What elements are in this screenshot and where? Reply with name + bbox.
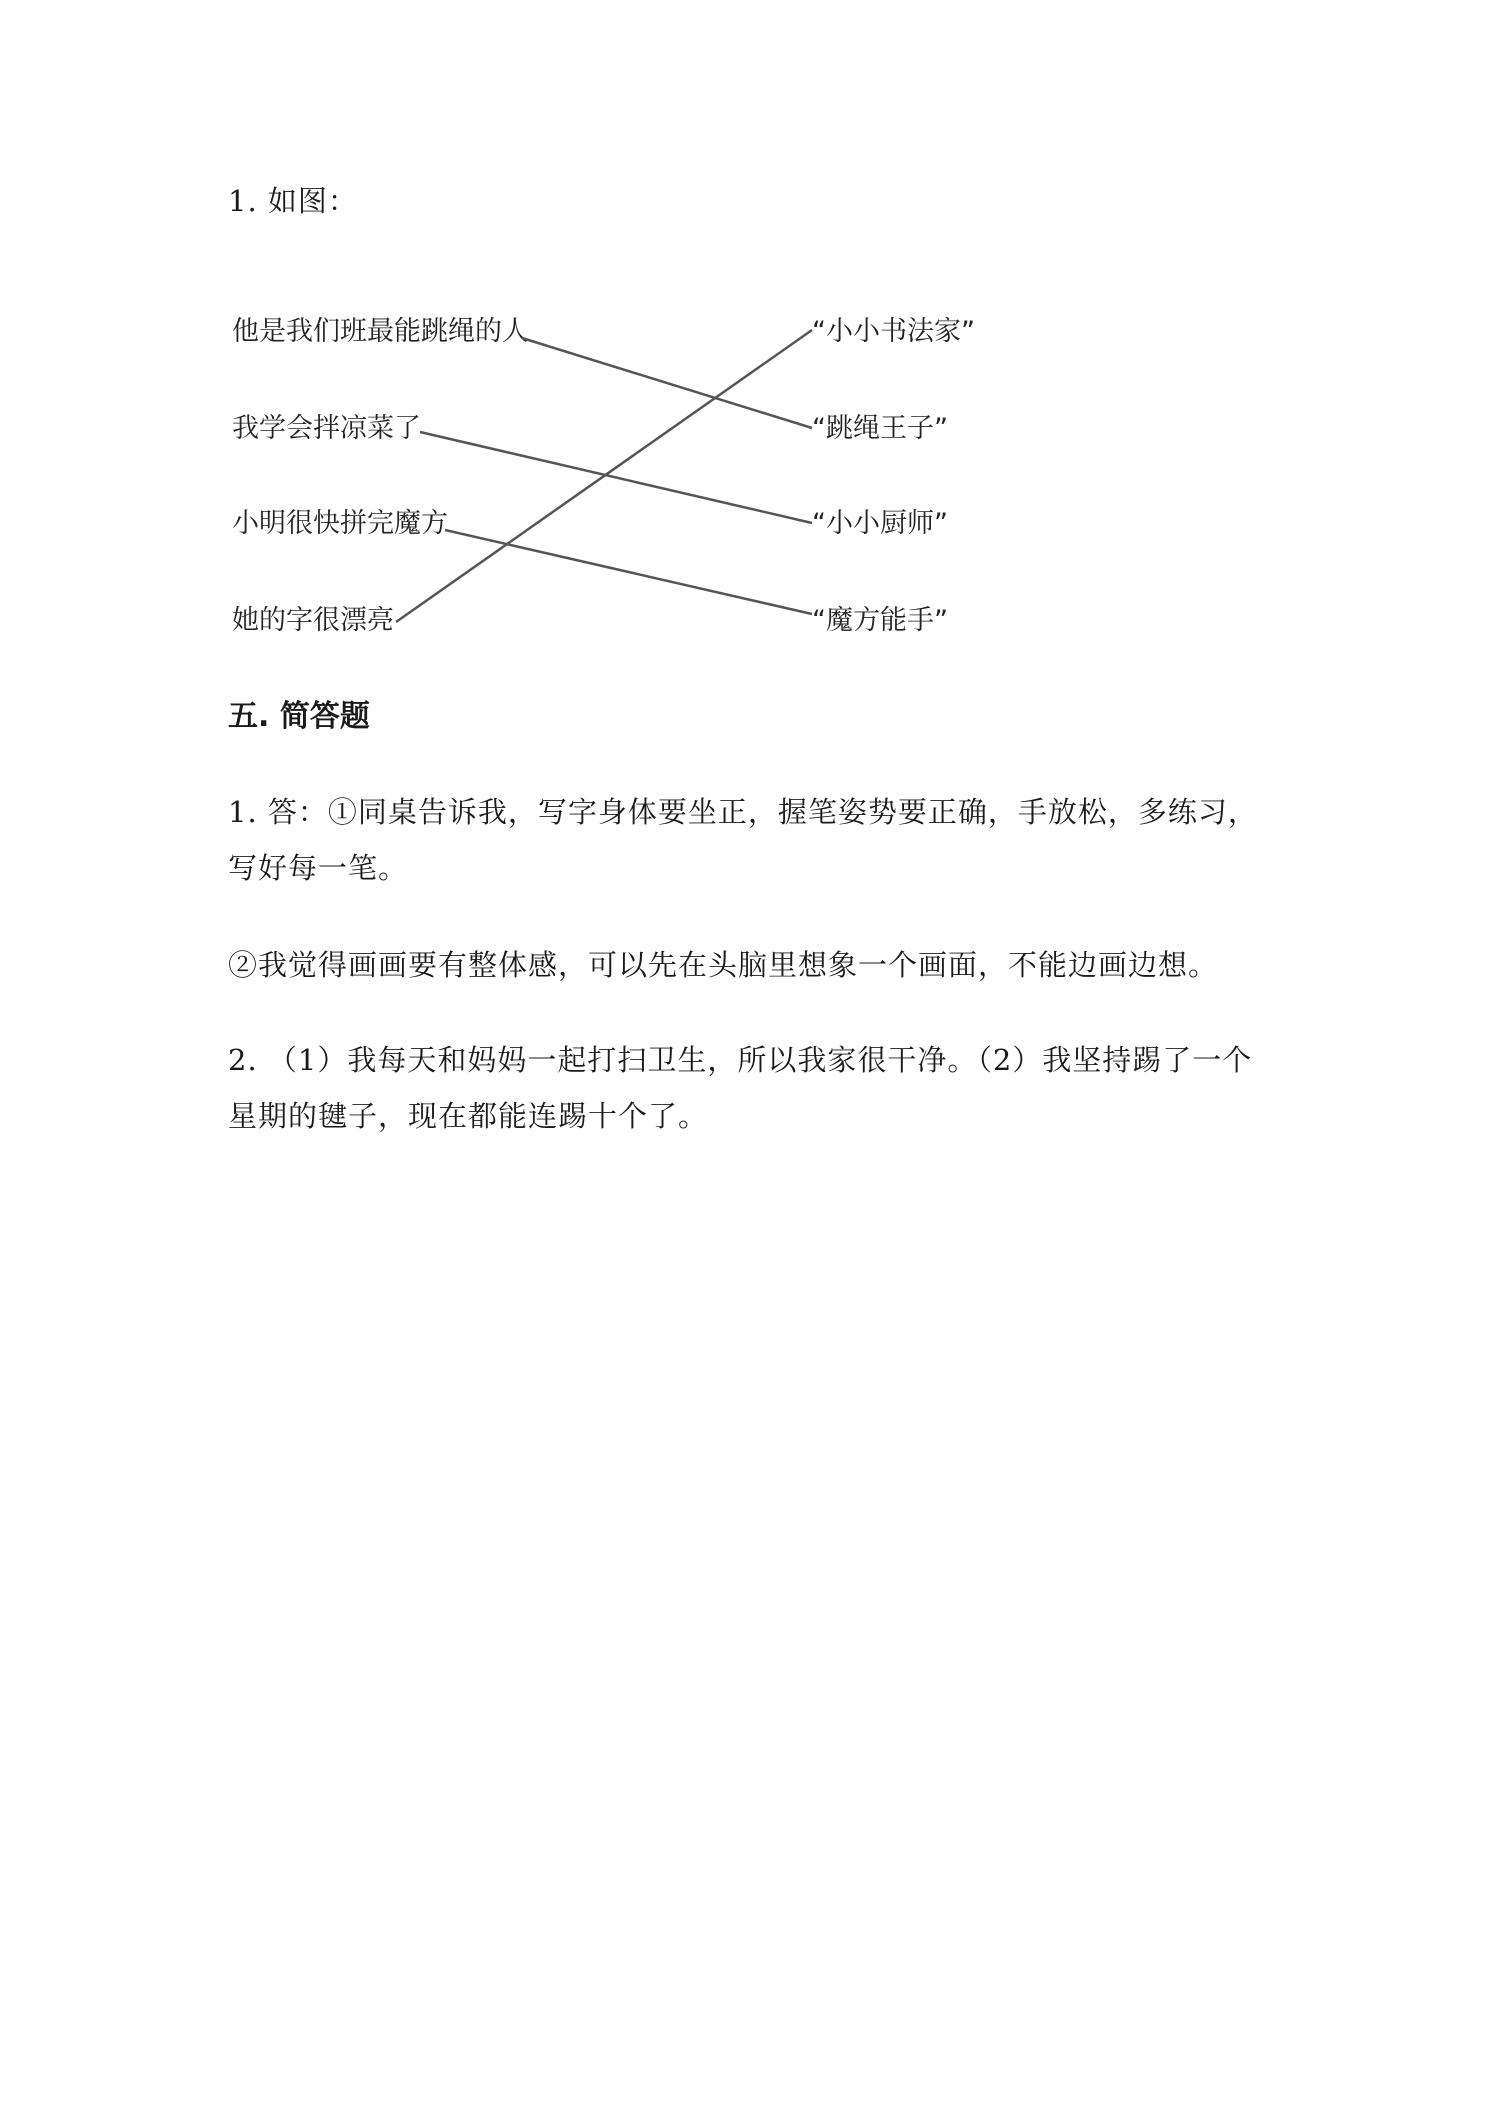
left-item-handwriting: 她的字很漂亮: [232, 605, 394, 636]
match-line-handwriting: [396, 330, 812, 622]
answer1-line2: 写好每一笔。: [228, 851, 409, 885]
right-item-cube-master: “魔方能手”: [812, 605, 948, 636]
answer1-line1: 1. 答：①同桌告诉我，写字身体要坐正，握笔姿势要正确，手放松，多练习，: [228, 795, 1258, 829]
left-item-jump-rope: 他是我们班最能跳绳的人: [232, 316, 529, 347]
match-line-rubiks-cube: [445, 530, 812, 614]
left-item-rubiks-cube: 小明很快拼完魔方: [232, 508, 448, 539]
answer1-part2: ②我觉得画画要有整体感，可以先在头脑里想象一个画面，不能边画边想。: [228, 948, 1219, 982]
right-item-calligrapher: “小小书法家”: [812, 316, 975, 347]
match-line-jump-rope: [522, 338, 812, 428]
left-item-cold-dish: 我学会拌凉菜了: [232, 413, 421, 444]
right-item-jump-rope-prince: “跳绳王子”: [812, 413, 948, 444]
section-heading: 五. 简答题: [228, 699, 370, 734]
right-item-little-chef: “小小厨师”: [812, 508, 948, 539]
answer2-line1: 2. （1）我每天和妈妈一起打扫卫生，所以我家很干净。（2）我坚持踢了一个: [228, 1043, 1253, 1077]
match-line-cold-dish: [420, 432, 812, 523]
answer2-line2: 星期的毽子，现在都能连踢十个了。: [228, 1099, 709, 1133]
q1-intro: 1. 如图：: [228, 184, 358, 218]
